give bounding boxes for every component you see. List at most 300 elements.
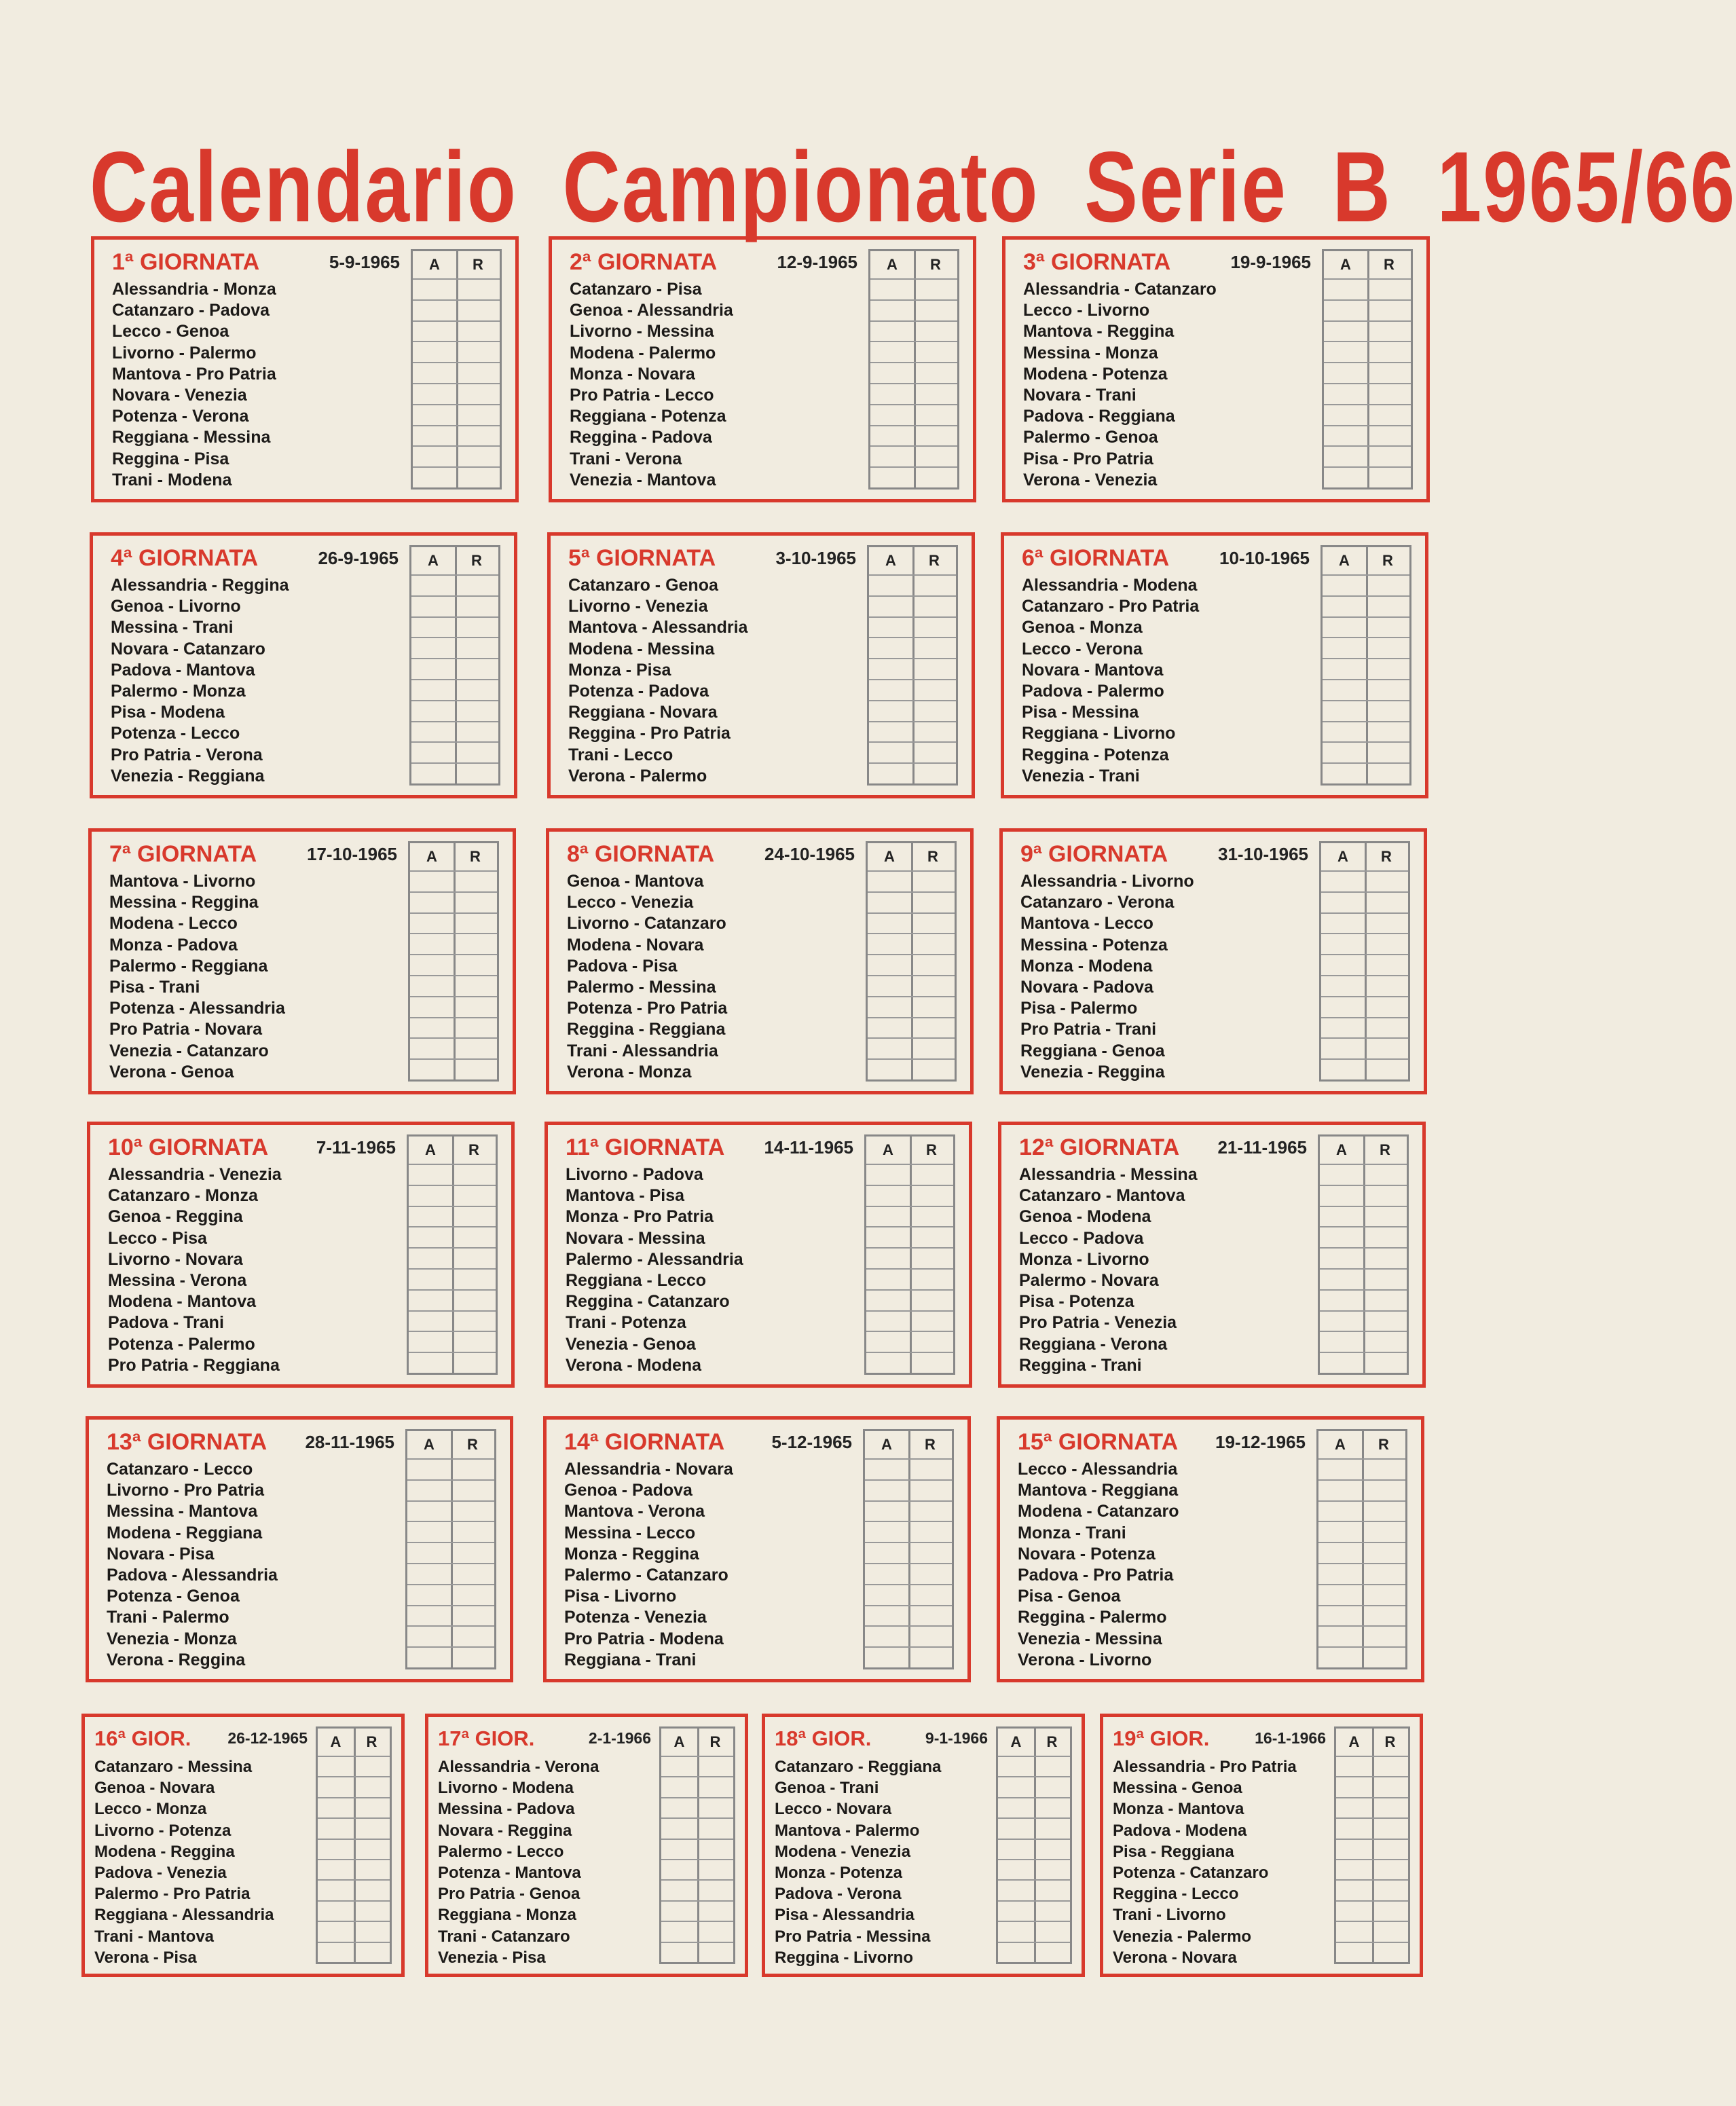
match-item: Alessandria - Livorno [1020,872,1194,891]
round-title: 19ª GIOR. [1113,1726,1210,1750]
round-box [425,1714,748,1977]
match-item: Messina - Mantova [107,1502,258,1521]
andata-label: A [881,1436,892,1453]
round-title: 18ª GIOR. [775,1726,872,1750]
match-item: Reggina - Potenza [1022,745,1169,764]
grid-row-line [411,616,498,618]
grid-row-line [1318,1625,1405,1627]
match-item: Messina - Lecco [564,1523,696,1542]
round-box [90,532,517,798]
grid-row-line [407,1584,494,1585]
match-item: Novara - Catanzaro [111,639,265,659]
match-list [775,1756,941,1968]
grid-divider [354,1729,356,1962]
grid-row-line [661,1817,733,1819]
match-item: Messina - Monza [1023,343,1158,363]
match-item: Trani - Livorno [1113,1906,1226,1925]
match-item: Pro Patria - Novara [109,1020,263,1039]
match-item: Alessandria - Verona [438,1758,599,1776]
match-item: Genoa - Reggina [108,1207,243,1227]
grid-row-line [1318,1646,1405,1648]
grid-row-line [998,1797,1070,1798]
grid-row-line [1336,1797,1408,1798]
match-item: Messina - Genoa [1113,1779,1242,1798]
result-grid [1316,1429,1407,1669]
grid-row-line [869,616,956,618]
match-item: Monza - Modena [1020,956,1153,976]
result-grid [996,1726,1072,1964]
grid-row-line [870,278,957,280]
match-item: Palermo - Monza [111,681,246,701]
round-date: 19-9-1965 [1230,252,1311,272]
match-item: Reggiana - Lecco [566,1270,706,1290]
match-list [438,1756,599,1968]
round-date: 9-1-1966 [925,1729,988,1747]
grid-row-line [866,1352,953,1353]
match-item: Pisa - Potenza [1019,1292,1134,1312]
match-item: Reggina - Catanzaro [566,1292,730,1312]
grid-row-line [409,1226,496,1227]
match-item: Padova - Alessandria [107,1565,278,1585]
grid-divider [914,251,916,487]
round-title: 8ª GIORNATA [567,841,715,867]
match-item: Pisa - Alessandria [775,1906,915,1925]
grid-row-line [409,1247,496,1249]
andata-label: A [1339,552,1350,569]
match-item: Padova - Reggiana [1023,407,1175,426]
match-item: Alessandria - Monza [112,280,276,299]
grid-row-line [1323,700,1409,701]
match-list [570,279,733,491]
grid-row-line [870,404,957,405]
match-item: Pisa - Modena [111,703,225,722]
grid-row-line [1318,1458,1405,1460]
grid-row-line [1323,679,1409,680]
grid-row-line [318,1900,390,1902]
grid-row-line [661,1756,733,1757]
grid-row-line [1336,1942,1408,1943]
ritorno-label: R [1384,256,1395,273]
round-box [86,1416,513,1682]
result-grid [408,841,499,1082]
grid-row-line [866,1268,953,1270]
match-item: Catanzaro - Messina [94,1758,253,1776]
match-item: Pisa - Trani [109,977,200,997]
grid-row-line [1318,1563,1405,1564]
match-item: Verona - Novara [1113,1948,1237,1967]
match-list [1018,1459,1179,1671]
grid-row-line [865,1500,952,1502]
grid-row-line [1321,954,1408,955]
match-item: Potenza - Verona [112,407,249,426]
match-item: Venezia - Mantova [570,470,716,489]
grid-row-line [1336,1900,1408,1902]
match-item: Livorno - Palermo [112,343,257,363]
grid-row-line [868,1058,955,1060]
grid-row-line [1323,721,1409,722]
grid-row-line [413,425,500,426]
grid-row-line [1320,1331,1407,1332]
andata-label: A [330,1733,341,1750]
grid-row-line [1336,1879,1408,1881]
match-item: Pro Patria - Lecco [570,385,714,405]
ritorno-label: R [468,1141,479,1158]
grid-row-line [1321,891,1408,893]
match-item: Venezia - Reggiana [111,766,265,786]
match-item: Venezia - Messina [1018,1629,1162,1648]
match-item: Palermo - Catanzaro [564,1565,728,1585]
grid-row-line [1324,466,1411,468]
grid-row-line [411,679,498,680]
grid-row-line [407,1625,494,1627]
match-item: Reggiana - Messina [112,428,271,447]
grid-row-line [407,1563,494,1564]
grid-row-line [318,1776,390,1777]
grid-row-line [869,679,956,680]
match-list [111,575,289,787]
ritorno-label: R [925,1436,936,1453]
round-title: 13ª GIORNATA [107,1429,267,1455]
grid-row-line [1320,1268,1407,1270]
match-list [1019,1164,1198,1376]
grid-row-line [407,1542,494,1543]
grid-row-line [1323,637,1409,638]
grid-row-line [1323,595,1409,597]
grid-row-line [866,1247,953,1249]
round-date: 26-9-1965 [318,548,399,568]
ritorno-label: R [1382,552,1393,569]
grid-row-line [410,975,497,976]
round-header [568,545,856,575]
match-item: Reggiana - Trani [564,1650,697,1669]
match-item: Catanzaro - Reggiana [775,1758,942,1776]
grid-row-line [661,1921,733,1922]
grid-row-line [318,1839,390,1840]
result-grid [409,545,500,786]
round-title: 16ª GIOR. [94,1726,191,1750]
grid-row-line [869,637,956,638]
grid-row-line [865,1458,952,1460]
match-item: Reggiana - Monza [438,1906,577,1925]
match-item: Genoa - Alessandria [570,301,733,320]
round-title: 12ª GIORNATA [1019,1134,1180,1160]
andata-label: A [426,848,437,865]
match-item: Lecco - Alessandria [1018,1460,1178,1479]
grid-row-line [413,445,500,447]
grid-divider [912,547,915,783]
grid-row-line [318,1797,390,1798]
match-item: Novara - Reggina [438,1821,572,1840]
match-item: Trani - Palermo [107,1608,229,1627]
match-item: Mantova - Reggiana [1018,1481,1179,1500]
match-item: Genoa - Novara [94,1779,215,1798]
match-item: Catanzaro - Pro Patria [1022,597,1200,616]
ritorno-label: R [926,1141,937,1158]
match-item: Modena - Reggina [94,1842,235,1861]
grid-row-line [998,1879,1070,1881]
grid-row-line [410,870,497,872]
grid-row-line [1321,1017,1408,1018]
match-item: Livorno - Modena [438,1779,574,1798]
ritorno-label: R [930,256,941,273]
match-item: Reggina - Palermo [1018,1608,1167,1627]
grid-row-line [409,1331,496,1332]
grid-row-line [1320,1206,1407,1207]
round-date: 5-12-1965 [771,1432,852,1452]
round-box [546,828,974,1094]
match-item: Genoa - Padova [564,1481,692,1500]
andata-label: A [1010,1733,1022,1750]
match-list [1023,279,1217,491]
match-item: Pisa - Genoa [1018,1587,1121,1606]
round-header [108,1134,396,1164]
match-item: Messina - Trani [111,618,234,638]
match-item: Padova - Trani [108,1313,224,1333]
grid-row-line [410,1058,497,1060]
round-date: 12-9-1965 [777,252,857,272]
grid-row-line [409,1268,496,1270]
grid-row-line [870,320,957,322]
grid-row-line [1323,741,1409,743]
match-item: Palermo - Novara [1019,1270,1159,1290]
match-item: Reggina - Trani [1019,1355,1142,1375]
result-grid [1318,1134,1409,1375]
match-item: Livorno - Pro Patria [107,1481,264,1500]
match-item: Potenza - Padova [568,681,709,701]
result-grid [1334,1726,1410,1964]
ritorno-label: R [1381,848,1392,865]
grid-divider [697,1729,699,1962]
match-item: Pro Patria - Messina [775,1927,931,1946]
match-item: Padova - Venezia [94,1863,227,1882]
grid-row-line [413,466,500,468]
match-item: Potenza - Lecco [111,724,240,743]
grid-row-line [1336,1776,1408,1777]
grid-row-line [868,1017,955,1018]
round-header [1019,1134,1307,1164]
round-box [762,1714,1085,1977]
grid-divider [1362,1431,1364,1667]
match-item: Lecco - Pisa [108,1228,207,1248]
ritorno-label: R [470,848,481,865]
grid-row-line [407,1521,494,1522]
grid-row-line [413,383,500,384]
grid-row-line [866,1226,953,1227]
grid-row-line [865,1605,952,1606]
andata-label: A [1348,1733,1360,1750]
match-item: Alessandria - Reggina [111,576,289,595]
match-item: Genoa - Livorno [111,597,241,616]
match-item: Mantova - Livorno [109,872,256,891]
grid-row-line [865,1563,952,1564]
grid-row-line [1318,1500,1405,1502]
grid-row-line [1336,1921,1408,1922]
match-item: Monza - Novara [570,364,695,384]
match-item: Monza - Mantova [1113,1800,1244,1819]
grid-row-line [409,1185,496,1186]
match-item: Pro Patria - Venezia [1019,1313,1177,1333]
match-item: Padova - Mantova [111,660,255,680]
match-item: Catanzaro - Lecco [107,1460,253,1479]
match-item: Reggina - Pisa [112,449,229,468]
round-title: 14ª GIORNATA [564,1429,725,1455]
grid-divider [1367,251,1369,487]
grid-row-line [1320,1289,1407,1291]
match-item: Lecco - Padova [1019,1228,1144,1248]
round-title: 6ª GIORNATA [1022,545,1170,571]
grid-divider [911,843,913,1079]
round-date: 16-1-1966 [1255,1729,1326,1747]
ritorno-label: R [1046,1733,1058,1750]
grid-row-line [870,299,957,301]
round-date: 10-10-1965 [1219,548,1310,568]
match-item: Trani - Mantova [94,1927,215,1946]
match-item: Livorno - Potenza [94,1821,232,1840]
grid-row-line [407,1605,494,1606]
match-item: Venezia - Trani [1022,766,1140,786]
grid-row-line [868,933,955,934]
match-list [564,1459,733,1671]
grid-row-line [318,1942,390,1943]
round-box [88,828,516,1094]
andata-label: A [885,552,896,569]
match-item: Verona - Modena [566,1355,702,1375]
grid-row-line [870,383,957,384]
grid-row-line [1320,1226,1407,1227]
round-header [566,1134,853,1164]
grid-row-line [1323,574,1409,576]
match-item: Trani - Verona [570,449,682,468]
page-title: Calendario Campionato Serie B 1965/66 [90,131,1736,244]
match-item: Lecco - Genoa [112,322,229,341]
match-item: Catanzaro - Monza [108,1186,258,1206]
ritorno-label: R [1380,1141,1390,1158]
round-date: 28-11-1965 [305,1432,394,1452]
round-box [81,1714,405,1977]
match-item: Alessandria - Venezia [108,1165,282,1184]
match-item: Pro Patria - Verona [111,745,263,764]
match-item: Livorno - Venezia [568,597,708,616]
match-item: Livorno - Catanzaro [567,914,726,934]
round-header [109,841,397,871]
round-header [438,1726,651,1756]
grid-row-line [407,1500,494,1502]
grid-row-line [868,891,955,893]
match-list [109,871,285,1083]
ritorno-label: R [1378,1436,1389,1453]
match-item: Pisa - Messina [1022,703,1139,722]
match-item: Pro Patria - Reggiana [108,1355,280,1375]
round-header [1022,545,1310,575]
match-item: Potenza - Mantova [438,1863,581,1882]
match-item: Padova - Palermo [1022,681,1164,701]
grid-row-line [410,933,497,934]
match-item: Verona - Livorno [1018,1650,1152,1669]
grid-row-line [998,1921,1070,1922]
grid-row-line [868,954,955,955]
ritorno-label: R [927,848,938,865]
match-item: Lecco - Verona [1022,639,1143,659]
grid-row-line [866,1310,953,1312]
grid-row-line [410,891,497,893]
match-item: Pisa - Palermo [1020,999,1138,1018]
match-item: Messina - Padova [438,1800,575,1819]
grid-row-line [1324,278,1411,280]
match-item: Palermo - Genoa [1023,428,1158,447]
andata-label: A [428,552,439,569]
match-item: Trani - Potenza [566,1313,686,1333]
match-item: Venezia - Genoa [566,1334,696,1354]
match-item: Mantova - Lecco [1020,914,1153,934]
round-box [547,532,975,798]
ritorno-label: R [1384,1733,1396,1750]
match-item: Mantova - Pisa [566,1186,685,1206]
round-header [1113,1726,1326,1756]
grid-row-line [868,870,955,872]
grid-row-line [1321,996,1408,997]
grid-row-line [1318,1521,1405,1522]
andata-label: A [1336,1141,1347,1158]
grid-row-line [866,1289,953,1291]
round-title: 1ª GIORNATA [112,249,260,275]
match-item: Pisa - Livorno [564,1587,677,1606]
grid-row-line [1324,341,1411,342]
match-item: Potenza - Alessandria [109,999,285,1018]
andata-label: A [883,1141,893,1158]
grid-row-line [1336,1817,1408,1819]
grid-divider [908,1431,910,1667]
match-item: Messina - Reggina [109,893,259,912]
grid-row-line [410,954,497,955]
grid-row-line [865,1542,952,1543]
result-grid [866,841,957,1082]
match-list [568,575,747,787]
round-box [1001,532,1428,798]
grid-row-line [661,1797,733,1798]
grid-row-line [870,362,957,363]
match-item: Modena - Messina [568,639,715,659]
match-list [1020,871,1194,1083]
round-box [91,236,519,502]
grid-row-line [1318,1542,1405,1543]
match-item: Genoa - Monza [1022,618,1143,638]
ritorno-label: R [467,1436,478,1453]
round-date: 24-10-1965 [764,844,855,864]
grid-row-line [865,1479,952,1481]
match-item: Mantova - Verona [564,1502,705,1521]
match-item: Palermo - Pro Patria [94,1885,251,1904]
round-box [999,828,1427,1094]
match-list [107,1459,278,1671]
match-item: Palermo - Messina [567,977,716,997]
grid-row-line [865,1625,952,1627]
grid-row-line [1321,1058,1408,1060]
grid-row-line [410,996,497,997]
match-item: Venezia - Palermo [1113,1927,1252,1946]
match-item: Catanzaro - Genoa [568,576,718,595]
andata-label: A [884,848,895,865]
andata-label: A [425,1141,436,1158]
grid-row-line [869,721,956,722]
match-item: Monza - Pro Patria [566,1207,714,1227]
match-item: Modena - Reggiana [107,1523,263,1542]
match-list [566,1164,743,1376]
match-item: Palermo - Alessandria [566,1249,743,1269]
match-item: Reggiana - Potenza [570,407,726,426]
grid-row-line [661,1942,733,1943]
match-item: Palermo - Lecco [438,1842,564,1861]
grid-row-line [1321,912,1408,914]
